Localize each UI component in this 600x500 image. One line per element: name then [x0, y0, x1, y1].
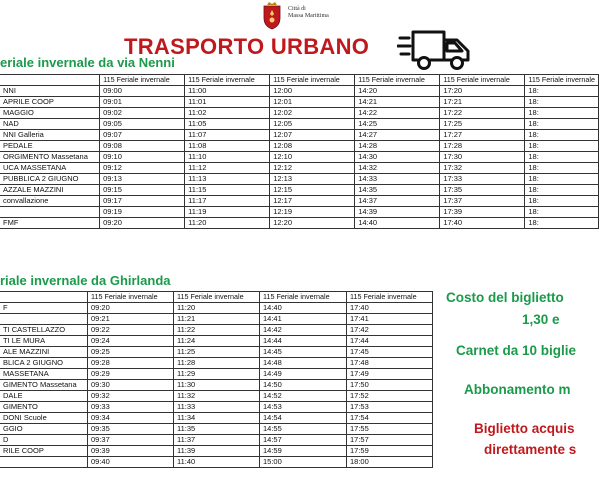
column-header: 115 Feriale invernale [174, 292, 260, 303]
departure-time-cell: 14:30 [355, 152, 440, 163]
departure-time-cell: 11:02 [185, 108, 270, 119]
departure-time-cell: 14:39 [355, 207, 440, 218]
departure-time-cell: 18: [525, 152, 599, 163]
departure-time-cell: 11:34 [174, 413, 260, 424]
departure-time-cell: 11:17 [185, 196, 270, 207]
departure-time-cell: 14:25 [355, 119, 440, 130]
stop-name-cell: F [0, 303, 88, 314]
departure-time-cell: 12:15 [270, 185, 355, 196]
table-row [0, 336, 433, 347]
stop-name-cell: GIMENTO Massetana [0, 380, 88, 391]
departure-time-cell: 11:13 [185, 174, 270, 185]
stop-name-cell: BLICA 2 GIUGNO [0, 358, 88, 369]
departure-time-cell: 14:57 [260, 435, 347, 446]
departure-time-cell: 17:40 [347, 303, 433, 314]
departure-time-cell: 18: [525, 185, 599, 196]
table-row [0, 369, 433, 380]
departure-time-cell: 18: [525, 130, 599, 141]
departure-time-cell: 11:25 [174, 347, 260, 358]
ticket-cost-price: 1,30 e [522, 312, 560, 327]
departure-time-cell: 09:01 [100, 97, 185, 108]
stop-name-cell [0, 457, 88, 468]
departure-time-cell: 09:24 [88, 336, 174, 347]
stop-name-cell: GGIO [0, 424, 88, 435]
departure-time-cell: 12:17 [270, 196, 355, 207]
departure-time-cell: 09:32 [88, 391, 174, 402]
column-header: 115 Feriale invernale [355, 75, 440, 86]
departure-time-cell: 14:28 [355, 141, 440, 152]
table-row [0, 97, 599, 108]
departure-time-cell: 09:25 [88, 347, 174, 358]
departure-time-cell: 18: [525, 86, 599, 97]
stop-name-cell: RILE COOP [0, 446, 88, 457]
departure-time-cell: 11:30 [174, 380, 260, 391]
departure-time-cell: 14:37 [355, 196, 440, 207]
stop-name-cell: NNI Galleria [0, 130, 100, 141]
departure-time-cell: 12:12 [270, 163, 355, 174]
departure-time-cell: 17:37 [440, 196, 525, 207]
departure-time-cell: 09:02 [100, 108, 185, 119]
column-header: 115 Feriale invernale [525, 75, 599, 86]
table-row [0, 119, 599, 130]
departure-time-cell: 09:34 [88, 413, 174, 424]
departure-time-cell: 11:35 [174, 424, 260, 435]
departure-time-cell: 14:55 [260, 424, 347, 435]
column-header: 115 Feriale invernale [347, 292, 433, 303]
departure-time-cell: 17:57 [347, 435, 433, 446]
departure-time-cell: 14:35 [355, 185, 440, 196]
departure-time-cell: 14:21 [355, 97, 440, 108]
departure-time-cell: 14:27 [355, 130, 440, 141]
ticket-cost-label: Costo del biglietto [446, 290, 564, 305]
stop-name-cell: DONI Scuole [0, 413, 88, 424]
departure-time-cell: 18: [525, 108, 599, 119]
stop-name-cell: ORGIMENTO Massetana [0, 152, 100, 163]
departure-time-cell: 14:53 [260, 402, 347, 413]
departure-time-cell: 17:22 [440, 108, 525, 119]
departure-time-cell: 12:02 [270, 108, 355, 119]
departure-time-cell: 12:10 [270, 152, 355, 163]
departure-time-cell: 14:45 [260, 347, 347, 358]
column-header [0, 292, 88, 303]
departure-time-cell: 09:22 [88, 325, 174, 336]
departure-time-cell: 09:12 [100, 163, 185, 174]
table-row [0, 325, 433, 336]
departure-time-cell: 12:13 [270, 174, 355, 185]
table-row [0, 347, 433, 358]
departure-time-cell: 14:44 [260, 336, 347, 347]
departure-time-cell: 11:24 [174, 336, 260, 347]
departure-time-cell: 09:13 [100, 174, 185, 185]
stop-name-cell: APRILE COOP [0, 97, 100, 108]
column-header: 115 Feriale invernale [185, 75, 270, 86]
departure-time-cell: 17:40 [440, 218, 525, 229]
departure-time-cell: 09:29 [88, 369, 174, 380]
departure-time-cell: 09:07 [100, 130, 185, 141]
departure-time-cell: 14:33 [355, 174, 440, 185]
departure-time-cell: 14:59 [260, 446, 347, 457]
column-header: 115 Feriale invernale [270, 75, 355, 86]
stop-name-cell: TI LE MURA [0, 336, 88, 347]
ticket-purchase-line1: Biglietto acquis [474, 421, 575, 436]
table-row [0, 303, 433, 314]
table-row [0, 380, 433, 391]
departure-time-cell: 18: [525, 174, 599, 185]
table-header-row [0, 292, 433, 303]
departure-time-cell: 09:19 [100, 207, 185, 218]
ticket-purchase-line2: direttamente s [484, 442, 577, 457]
departure-time-cell: 17:59 [347, 446, 433, 457]
departure-time-cell: 09:17 [100, 196, 185, 207]
departure-time-cell: 17:20 [440, 86, 525, 97]
departure-time-cell: 12:07 [270, 130, 355, 141]
departure-time-cell: 11:33 [174, 402, 260, 413]
departure-time-cell: 11:22 [174, 325, 260, 336]
departure-time-cell: 09:28 [88, 358, 174, 369]
departure-time-cell: 11:10 [185, 152, 270, 163]
departure-time-cell: 11:12 [185, 163, 270, 174]
stop-name-cell: MAGGIO [0, 108, 100, 119]
column-header: 115 Feriale invernale [100, 75, 185, 86]
city-name [288, 6, 329, 20]
departure-time-cell: 09:10 [100, 152, 185, 163]
column-header: 115 Feriale invernale [440, 75, 525, 86]
departure-time-cell: 17:39 [440, 207, 525, 218]
departure-time-cell: 14:54 [260, 413, 347, 424]
departure-time-cell: 14:20 [355, 86, 440, 97]
departure-time-cell: 09:37 [88, 435, 174, 446]
departure-time-cell: 18:00 [347, 457, 433, 468]
departure-time-cell: 14:50 [260, 380, 347, 391]
departure-time-cell: 14:41 [260, 314, 347, 325]
departure-time-cell: 09:40 [88, 457, 174, 468]
departure-time-cell: 11:21 [174, 314, 260, 325]
departure-time-cell: 11:32 [174, 391, 260, 402]
departure-time-cell: 09:33 [88, 402, 174, 413]
carnet-label: Carnet da 10 biglie [456, 343, 577, 358]
table-row [0, 424, 433, 435]
city-crest-icon [262, 2, 282, 30]
departure-time-cell: 11:15 [185, 185, 270, 196]
departure-time-cell: 12:05 [270, 119, 355, 130]
column-header: 115 Feriale invernale [88, 292, 174, 303]
stop-name-cell: MASSETANA [0, 369, 88, 380]
departure-time-cell: 17:54 [347, 413, 433, 424]
departure-time-cell: 17:41 [347, 314, 433, 325]
departure-time-cell: 09:39 [88, 446, 174, 457]
departure-time-cell: 12:08 [270, 141, 355, 152]
stop-name-cell: FMF [0, 218, 100, 229]
departure-time-cell: 11:19 [185, 207, 270, 218]
departure-time-cell: 14:42 [260, 325, 347, 336]
departure-time-cell: 09:05 [100, 119, 185, 130]
section-title-nenni: eriale invernale da via Nenni [0, 55, 175, 70]
table-row [0, 413, 433, 424]
departure-time-cell: 18: [525, 218, 599, 229]
table-row [0, 141, 599, 152]
departure-time-cell: 17:35 [440, 185, 525, 196]
stop-name-cell: convallazione [0, 196, 100, 207]
departure-time-cell: 11:07 [185, 130, 270, 141]
table-row [0, 174, 599, 185]
table-row [0, 86, 599, 97]
departure-time-cell: 14:52 [260, 391, 347, 402]
departure-time-cell: 18: [525, 97, 599, 108]
stop-name-cell: AZZALE MAZZINI [0, 185, 100, 196]
departure-time-cell: 09:08 [100, 141, 185, 152]
departure-time-cell: 17:50 [347, 380, 433, 391]
table-row [0, 207, 599, 218]
departure-time-cell: 18: [525, 163, 599, 174]
stop-name-cell: TI CASTELLAZZO [0, 325, 88, 336]
departure-time-cell: 18: [525, 119, 599, 130]
departure-time-cell: 18: [525, 141, 599, 152]
departure-time-cell: 18: [525, 196, 599, 207]
table-row [0, 218, 599, 229]
stop-name-cell: PEDALE [0, 141, 100, 152]
departure-time-cell: 12:20 [270, 218, 355, 229]
column-header: 115 Feriale invernale [260, 292, 347, 303]
table-row [0, 314, 433, 325]
departure-time-cell: 12:00 [270, 86, 355, 97]
table-row [0, 446, 433, 457]
departure-time-cell: 14:49 [260, 369, 347, 380]
departure-time-cell: 17:25 [440, 119, 525, 130]
departure-time-cell: 09:30 [88, 380, 174, 391]
table-row [0, 185, 599, 196]
departure-time-cell: 15:00 [260, 457, 347, 468]
schedule-table-nenni [0, 74, 599, 229]
table-row [0, 358, 433, 369]
departure-time-cell: 17:21 [440, 97, 525, 108]
departure-time-cell: 11:28 [174, 358, 260, 369]
departure-time-cell: 11:00 [185, 86, 270, 97]
stop-name-cell: DALE [0, 391, 88, 402]
departure-time-cell: 12:01 [270, 97, 355, 108]
departure-time-cell: 11:40 [174, 457, 260, 468]
departure-time-cell: 12:19 [270, 207, 355, 218]
departure-time-cell: 17:45 [347, 347, 433, 358]
departure-time-cell: 18: [525, 207, 599, 218]
departure-time-cell: 11:37 [174, 435, 260, 446]
departure-time-cell: 17:53 [347, 402, 433, 413]
departure-time-cell: 17:48 [347, 358, 433, 369]
table-row [0, 130, 599, 141]
stop-name-cell: D [0, 435, 88, 446]
departure-time-cell: 17:33 [440, 174, 525, 185]
departure-time-cell: 11:20 [185, 218, 270, 229]
table-row [0, 457, 433, 468]
departure-time-cell: 11:08 [185, 141, 270, 152]
departure-time-cell: 09:20 [88, 303, 174, 314]
table-row [0, 163, 599, 174]
stop-name-cell [0, 314, 88, 325]
departure-time-cell: 17:30 [440, 152, 525, 163]
departure-time-cell: 11:39 [174, 446, 260, 457]
table-row [0, 108, 599, 119]
departure-time-cell: 17:32 [440, 163, 525, 174]
departure-time-cell: 09:20 [100, 218, 185, 229]
departure-time-cell: 14:22 [355, 108, 440, 119]
departure-time-cell: 11:20 [174, 303, 260, 314]
stop-name-cell: GIMENTO [0, 402, 88, 413]
stop-name-cell [0, 207, 100, 218]
departure-time-cell: 17:42 [347, 325, 433, 336]
table-row [0, 435, 433, 446]
departure-time-cell: 09:21 [88, 314, 174, 325]
departure-time-cell: 14:40 [260, 303, 347, 314]
table-row [0, 152, 599, 163]
departure-time-cell: 09:15 [100, 185, 185, 196]
stop-name-cell: PUBBLICA 2 GIUGNO [0, 174, 100, 185]
departure-time-cell: 09:35 [88, 424, 174, 435]
table-header-row [0, 75, 599, 86]
abbonamento-label: Abbonamento m [464, 382, 571, 397]
departure-time-cell: 17:55 [347, 424, 433, 435]
departure-time-cell: 11:01 [185, 97, 270, 108]
departure-time-cell: 11:29 [174, 369, 260, 380]
table-row [0, 391, 433, 402]
page-title: TRASPORTO URBANO [124, 34, 370, 59]
column-header [0, 75, 100, 86]
city-name-line2: Massa Marittima [288, 13, 329, 19]
departure-time-cell: 14:48 [260, 358, 347, 369]
departure-time-cell: 17:44 [347, 336, 433, 347]
departure-time-cell: 14:32 [355, 163, 440, 174]
departure-time-cell: 09:00 [100, 86, 185, 97]
departure-time-cell: 14:40 [355, 218, 440, 229]
schedule-table-ghirlanda [0, 291, 433, 468]
stop-name-cell: UCA MASSETANA [0, 163, 100, 174]
departure-time-cell: 17:49 [347, 369, 433, 380]
delivery-truck-icon [397, 24, 473, 72]
stop-name-cell: ALE MAZZINI [0, 347, 88, 358]
stop-name-cell: NAD [0, 119, 100, 130]
departure-time-cell: 17:52 [347, 391, 433, 402]
table-row [0, 402, 433, 413]
table-row [0, 196, 599, 207]
city-name-line1: Città di [288, 6, 306, 12]
departure-time-cell: 17:28 [440, 141, 525, 152]
stop-name-cell: NNI [0, 86, 100, 97]
section-title-ghirlanda: riale invernale da Ghirlanda [0, 273, 171, 288]
departure-time-cell: 11:05 [185, 119, 270, 130]
departure-time-cell: 17:27 [440, 130, 525, 141]
